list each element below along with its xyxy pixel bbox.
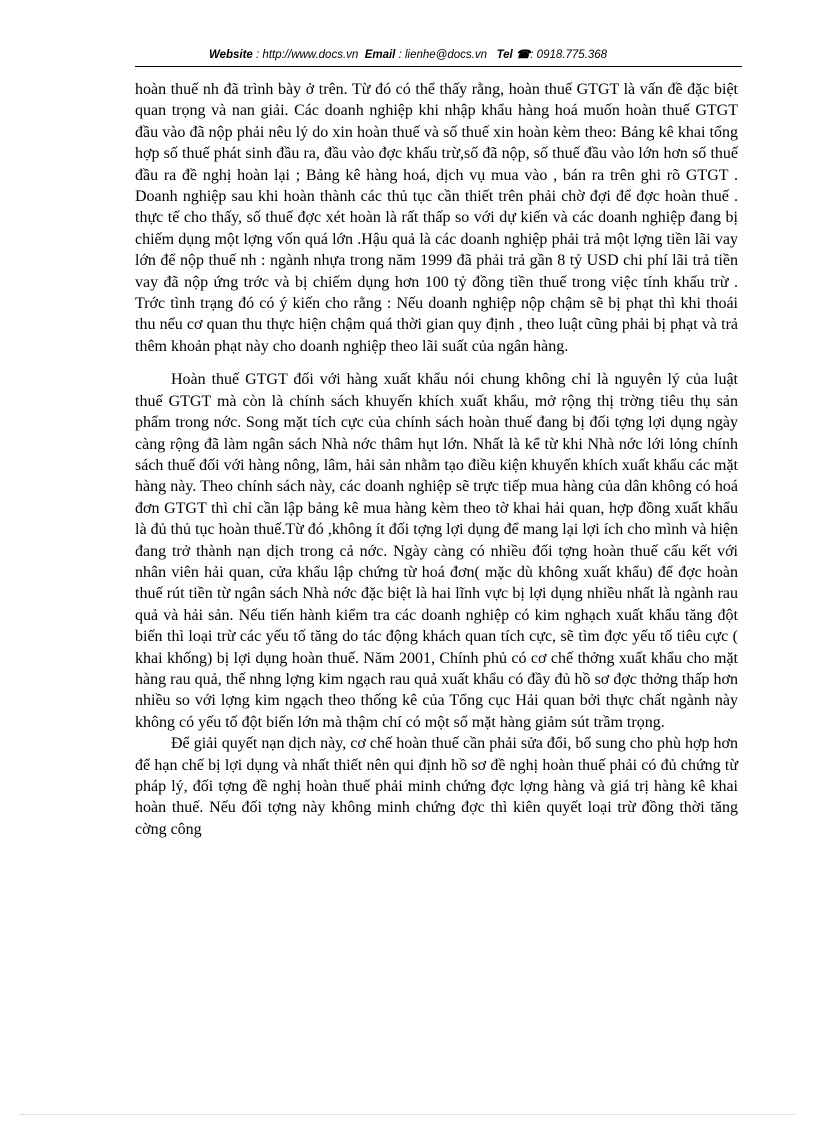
page-header xyxy=(0,47,816,61)
footer-divider xyxy=(20,1114,796,1115)
paragraph-3: Để giải quyết nạn dịch này, cơ chế hoàn thuế cần phải sửa đổi, bổ sung cho phù hợp hơn để hạn chế bị lợi dụng và nhất thiết nên qui định hồ sơ đề nghị hoàn thuế phải có đủ chứng từ pháp lý, đối tợng đề nghị hoàn thuế phải minh chứng đợc lợng hàng và giá trị hàng kê khai hoàn thuế. Nếu đối tợng này không minh chứng đợc thì kiên quyết loại trừ đồng thời tăng cờng công xyxy=(135,735,738,838)
tel-label: Tel xyxy=(496,49,513,61)
email-label: Email xyxy=(364,49,396,61)
tel-value: : 0918.775.368 xyxy=(530,49,608,61)
paragraph-1: hoàn thuế nh đã trình bày ở trên. Từ đó có thể thấy rằng, hoàn thuế GTGT là vấn đề đặc biệt quan trọng và nan giải. Các doanh nghiệp khi nhập khẩu hàng hoá muốn hoàn thuế GTGT đầu vào đã nộp phải nêu lý do xin hoàn thuế và số thuế xin hoàn kèm theo: Bảng kê khai tổng hợp số thuế phát sinh đầu ra, đầu vào đợc khấu trừ,số đã nộp, số thuế đầu vào lớn hơn số thuế đầu ra đề nghị hoàn lại ; Bảng kê hàng hoá, dịch vụ mua vào , bán ra trên ghi rõ GTGT . Doanh nghiệp sau khi hoàn thành các thủ tục cần thiết trên phải chờ đợi để đợc hoàn thuế . thực tế cho thấy, số thuế đợc xét hoàn là rất thấp so với dự kiến và các doanh nghiệp đang bị chiếm dụng một lợng vốn quá lớn .Hậu quả là các doanh nghiệp phải trả một lợng tiền lãi vay lớn để nộp thuế nh : ngành nhựa trong năm 1999 đã phải trả gần 8 tỷ USD chi phí lãi trả tiền vay đã nộp ứng trớc và bị chiếm dụng hơn 100 tỷ đồng tiền thuế trong việc tính khấu trừ . Trớc tình trạng đó có ý kiến cho rằng : Nếu doanh nghiệp nộp chậm sẽ bị phạt thì khi thoái thu nếu cơ quan thu thực hiện chậm quá thời gian quy định , theo luật cũng phải bị phạt và trả thêm khoản phạt này cho doanh nghiệp theo lãi suất của ngân hàng. xyxy=(135,81,738,355)
website-value: : http://www.docs.vn xyxy=(256,49,359,61)
phone-icon: ☎ xyxy=(515,49,531,61)
email-value: : lienhe@docs.vn xyxy=(398,49,487,61)
document-body xyxy=(135,79,738,840)
header-divider xyxy=(135,66,742,67)
paragraph-2: Hoàn thuế GTGT đối với hàng xuất khẩu nói chung không chỉ là nguyên lý của luật thuế GTGT mà còn là chính sách khuyến khích xuất khẩu, mở rộng thị trờng tiêu thụ sản phẩm trong nớc. Song mặt tích cực của chính sách hoàn thuế đang bị đối tợng lợi dụng ngày càng rộng đã làm ngân sách Nhà nớc thâm hụt lớn. Nhất là kể từ khi Nhà nớc lới lỏng chính sách thuế đối với hàng nông, lâm, hải sản nhằm tạo điều kiện khuyến khích xuất khẩu các mặt hàng này. Theo chính sách này, các doanh nghiệp sẽ trực tiếp mua hàng của dân không có hoá đơn GTGT thì chỉ cần lập bảng kê mua hàng kèm theo tờ khai hải quan, hợp đồng xuất khẩu là đủ thủ tục hoàn thuế.Từ đó ,không ít đối tợng lợi dụng để mang lại lợi ích cho mình và hiện đang trở thành nạn dịch trong cả nớc. Ngày càng có nhiều đối tợng hoàn thuế cấu kết với nhân viên hải quan, cửa khẩu lập chứng từ hoá đơn( mặc dù không xuất khẩu) để đợc hoàn thuế rút tiền từ ngân sách Nhà nớc đặc biệt là hai lĩnh vực bị lợi dụng nhiều nhất là ngành rau quả và hải sản. Nếu tiến hành kiểm tra các doanh nghiệp có kim nghạch xuất khẩu tăng đột biến thì loại trừ các yếu tố tăng do tác động khách quan tích cực, sẽ tìm đợc yếu tố tiêu cực ( khai khống) bị lợi dụng hoàn thuế. Năm 2001, Chính phủ có cơ chế thởng xuất khẩu cho mặt hàng rau quả, thế nhng lợng kim ngạch rau quả xuất khẩu có đầy đủ hồ sơ đợc thởng thấp hơn nhiều so với lợng kim ngạch theo thống kê của Tổng cục Hải quan bởi thực chất ngành này không có yếu tố đột biến lớn mà thậm chí có một số mặt hàng giảm sút trầm trọng. xyxy=(135,371,738,731)
website-label: Website xyxy=(208,49,253,61)
